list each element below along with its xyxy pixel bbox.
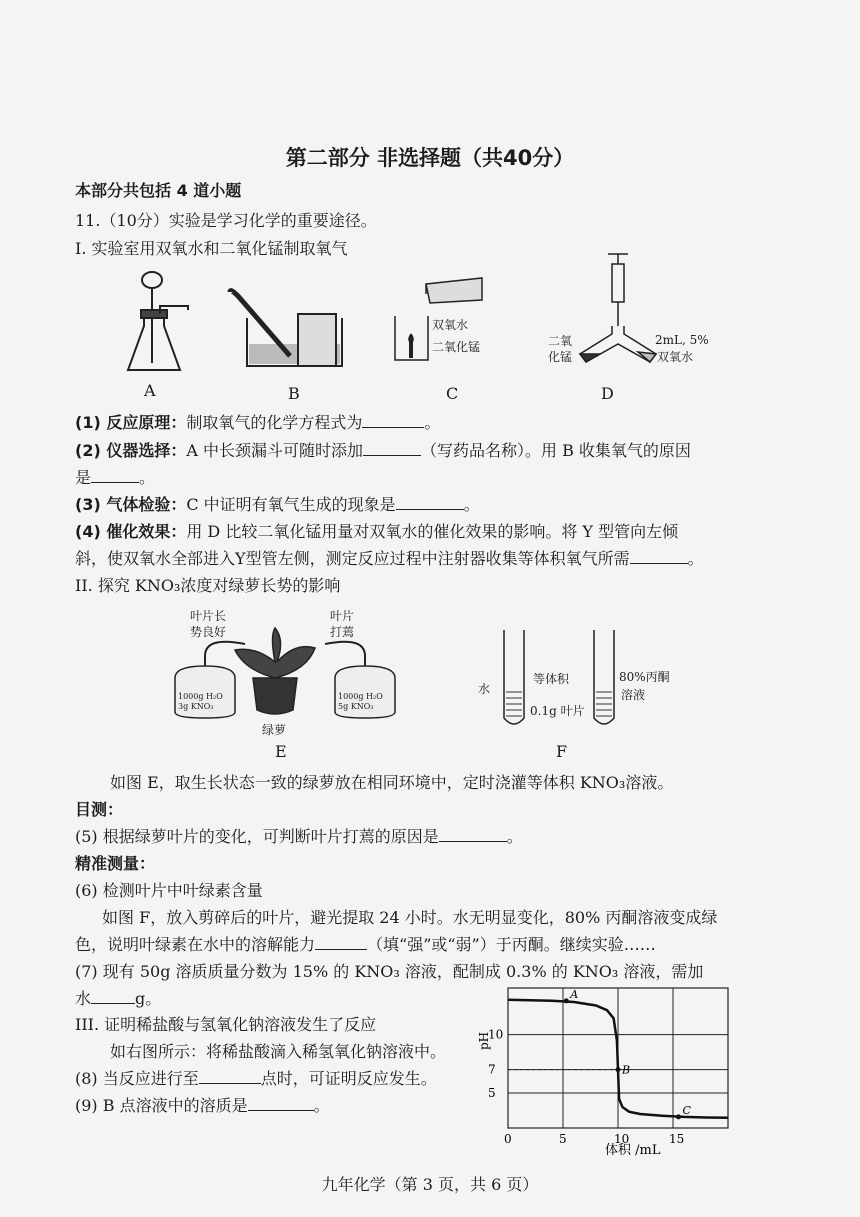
question-4: (4) 催化效果：用 D 比较二氧化锰用量对双氧水的催化效果的影响。将 Y 型管向左倾 xyxy=(75,522,679,541)
question-5: (5) 根据绿萝叶片的变化，可判断叶片打蔫的原因是 。 xyxy=(75,827,523,846)
point-label-c: C xyxy=(682,1103,691,1117)
page-footer: 九年化学（第 3 页，共 6 页） xyxy=(321,1175,539,1194)
apparatus-b xyxy=(230,291,342,366)
question-3: (3) 气体检验：C 中证明有氧气生成的现象是 。 xyxy=(75,495,480,514)
answer-blank-2a[interactable] xyxy=(363,441,421,456)
e-label-wilt-1: 叶片 xyxy=(330,609,355,623)
e-bottle-left-2: 3g KNO₃ xyxy=(178,702,214,711)
answer-blank-6[interactable] xyxy=(315,935,367,950)
answer-blank-7[interactable] xyxy=(91,989,135,1004)
y-tick-label: 7 xyxy=(488,1062,496,1077)
e-label-good-2: 势良好 xyxy=(190,625,227,639)
point-a xyxy=(564,998,569,1003)
e-bottle-left-1: 1000g H₂O xyxy=(178,692,223,701)
c-label-h2o2: 双氧水 xyxy=(432,318,469,332)
q6-description: 如图 F，放入剪碎后的叶片，避光提取 24 小时。水无明显变化，80% 丙酮溶液变成绿 xyxy=(102,908,718,927)
d-label-mno2-2: 化锰 xyxy=(548,350,573,364)
point-label-a: A xyxy=(570,987,579,1001)
ph-chart xyxy=(470,980,740,1160)
answer-blank-5[interactable] xyxy=(439,827,507,842)
label-d: D xyxy=(601,384,614,403)
question-1: (1) 反应原理：制取氧气的化学方程式为 。 xyxy=(75,413,441,432)
answer-blank-1[interactable] xyxy=(362,413,424,428)
intro: 本部分共包括 4 道小题 xyxy=(75,181,242,200)
part3-heading: III. 证明稀盐酸与氢氧化钠溶液发生了反应 xyxy=(75,1015,377,1034)
x-tick-label: 10 xyxy=(614,1132,630,1146)
part2-heading: II. 探究 KNO₃浓度对绿萝长势的影响 xyxy=(75,576,341,595)
x-tick-label: 0 xyxy=(504,1132,512,1146)
x-tick-label: 5 xyxy=(559,1132,567,1146)
y-tick-label: 10 xyxy=(488,1027,504,1042)
f-label-water: 水 xyxy=(478,682,491,696)
apparatus-a xyxy=(128,272,188,370)
question-2: (2) 仪器选择：A 中长颈漏斗可随时添加 （写药品名称）。用 B 收集氧气的原因 xyxy=(75,441,691,460)
x-axis-label: 体积 /mL xyxy=(605,1143,661,1158)
question-4-cont: 斜，使双氧水全部进入Y型管左侧，测定反应过程中注射器收集等体积氧气所需 。 xyxy=(75,549,704,568)
apparatus-figure xyxy=(110,248,750,406)
f-label-leaf: 0.1g 叶片 xyxy=(530,704,585,718)
label-a: A xyxy=(144,381,156,400)
answer-blank-3[interactable] xyxy=(396,495,464,510)
d-label-mno2-1: 二氧 xyxy=(548,334,573,348)
c-label-mno2: 二氧化锰 xyxy=(432,340,481,354)
x-tick-label: 15 xyxy=(669,1132,685,1146)
question-7-cont: 水 g。 xyxy=(75,989,162,1008)
point-b xyxy=(616,1067,621,1072)
question-2-cont: 是 。 xyxy=(75,468,156,487)
e-label-good-1: 叶片长 xyxy=(190,609,227,623)
d-label-h2o2: 双氧水 xyxy=(657,350,694,364)
e-bottle-right-1: 1000g H₂O xyxy=(338,692,383,701)
f-label-acetone-2: 溶液 xyxy=(621,688,646,702)
question-7: (7) 现有 50g 溶质质量分数为 15% 的 KNO₃ 溶液，配制成 0.3% 的 KNO₃ 溶液，需加 xyxy=(75,962,704,981)
q11-head: 11.（10分）实验是学习化学的重要途径。 xyxy=(75,211,377,230)
part1-heading: I. 实验室用双氧水和二氧化锰制取氧气 xyxy=(75,239,348,258)
chart-points xyxy=(564,988,692,1120)
question-6: (6) 检测叶片中叶绿素含量 xyxy=(75,881,263,900)
question-8: (8) 当反应进行至 点时，可证明反应发生。 xyxy=(75,1069,437,1088)
e-bottle-right-2: 5g KNO₃ xyxy=(338,702,374,711)
y-tick-label: 5 xyxy=(488,1086,496,1100)
question-9: (9) B 点溶液中的溶质是 。 xyxy=(75,1096,330,1115)
f-label: F xyxy=(556,742,568,761)
f-label-equal: 等体积 xyxy=(533,672,570,686)
apparatus-d xyxy=(580,254,656,362)
jing-zhun-heading: 精准测量： xyxy=(75,854,156,873)
e-label-wilt-2: 打蔫 xyxy=(330,625,355,639)
y-axis-label: pH xyxy=(477,1031,491,1050)
f-label-acetone-1: 80%丙酮 xyxy=(619,670,670,684)
e-label-plant: 绿萝 xyxy=(262,723,287,737)
section-title: 第二部分 非选择题（共40分） xyxy=(285,146,575,170)
answer-blank-9[interactable] xyxy=(248,1096,314,1111)
d-label-conc: 2mL, 5% xyxy=(655,333,709,347)
answer-blank-8[interactable] xyxy=(199,1069,261,1084)
answer-blank-4[interactable] xyxy=(630,549,688,564)
e-label: E xyxy=(275,742,287,761)
part3-description: 如右图所示：将稀盐酸滴入稀氢氧化钠溶液中。 xyxy=(110,1042,447,1061)
point-c xyxy=(676,1114,681,1119)
label-c: C xyxy=(446,384,459,403)
point-label-b: B xyxy=(622,1063,631,1077)
e-description: 如图 E，取生长状态一致的绿萝放在相同环境中，定时浇灌等体积 KNO₃溶液。 xyxy=(110,773,674,792)
answer-blank-2b[interactable] xyxy=(91,468,139,483)
mu-ce-heading: 目测： xyxy=(75,800,124,819)
q6-description-cont: 色，说明叶绿素在水中的溶解能力 （填“强”或“弱”）于丙酮。继续实验…… xyxy=(75,935,656,954)
label-b: B xyxy=(288,384,300,403)
